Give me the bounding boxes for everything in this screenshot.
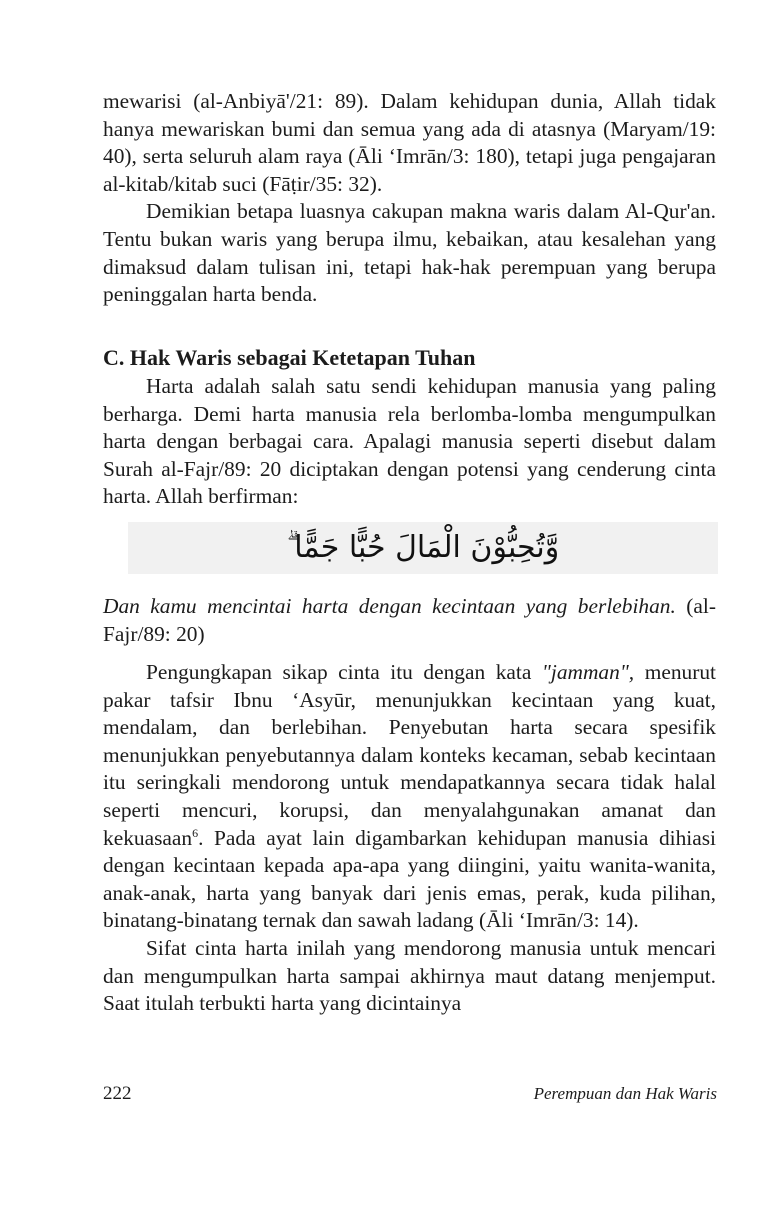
jamman-before: Pengungkapan sikap cinta itu dengan kata [146, 660, 542, 684]
page-number: 222 [103, 1083, 132, 1104]
jamman-rest: . Pada ayat lain digambarkan kehidupan manusia dihiasi dengan kecintaan kepada apa-apa yang diingini, yaitu wanita-wanita, anak-anak, harta yang banyak dari jenis emas, perak, kuda pilihan, binatang-binatang ternak dan sawah ladang (Āli ‘Imrān/3: 14). [103, 825, 716, 933]
paragraph-harta-intro: Harta adalah salah satu sendi kehidupan manusia yang paling berharga. Demi harta manusia rela berlomba-lomba mengumpulkan harta dengan berbagai cara. Apalagi manusia seperti disebut dalam Surah al-Fajr/89: 20 diciptakan dengan potensi yang cenderung cinta harta. Allah berfirman: [103, 374, 716, 509]
paragraph-cakupan: Demikian betapa luasnya cakupan makna waris dalam Al-Qur'an. Tentu bukan waris yang berupa ilmu, kebaikan, atau kesalehan yang dimaksud dalam tulisan ini, tetapi hak-hak perempuan yang berupa peninggalan harta benda. [103, 199, 716, 307]
jamman-term: "jamman", [541, 660, 635, 684]
text-block-jamman [103, 659, 716, 1018]
paragraph-sifat-cinta: Sifat cinta harta inilah yang mendorong manusia untuk mencari dan mengumpulkan harta sampai akhirnya maut datang menjemput. Saat itulah terbukti harta yang dicintainya [103, 935, 716, 1016]
section-heading: C. Hak Waris sebagai Ketetapan Tuhan [103, 345, 476, 370]
footnote-marker: 6 [192, 825, 199, 840]
running-footer-title: Perempuan dan Hak Waris [533, 1084, 717, 1103]
verse-translation [103, 593, 716, 648]
translation-italic: Dan kamu mencintai harta dengan kecintaan yang berlebihan. [103, 594, 676, 618]
text-block-intro [103, 373, 716, 511]
arabic-verse: وَّتُحِبُّوْنَ الْمَالَ حُبًّا جَمًّا ۗ [286, 530, 560, 565]
jamman-after: menurut pakar tafsir Ibnu ‘Asyūr, menunjukkan kecintaan yang kuat, mendalam, dan berlebihan. Penyebutan harta secara spesifik menunjukkan penyebutannya dalam konteks kecaman, sebab kecintaan itu seringkali mendorong untuk mendapatkannya secara tidak halal seperti mencuri, korupsi, dan menyalahgunakan amanat dan kekuasaan [103, 660, 716, 850]
paragraph-continuation: mewarisi (al-Anbiyā'/21: 89). Dalam kehidupan dunia, Allah tidak hanya mewariskan bumi dan semua yang ada di atasnya (Maryam/19: 40), serta seluruh alam raya (Āli ‘Imrān/3: 180), tetapi juga pengajaran al-kitab/kitab suci (Fāṭir/35: 32). [103, 89, 716, 196]
paragraph-jamman [103, 659, 716, 935]
text-block-top [103, 88, 716, 309]
translation-reference: (al-Fajr/89: 20) [103, 594, 716, 646]
